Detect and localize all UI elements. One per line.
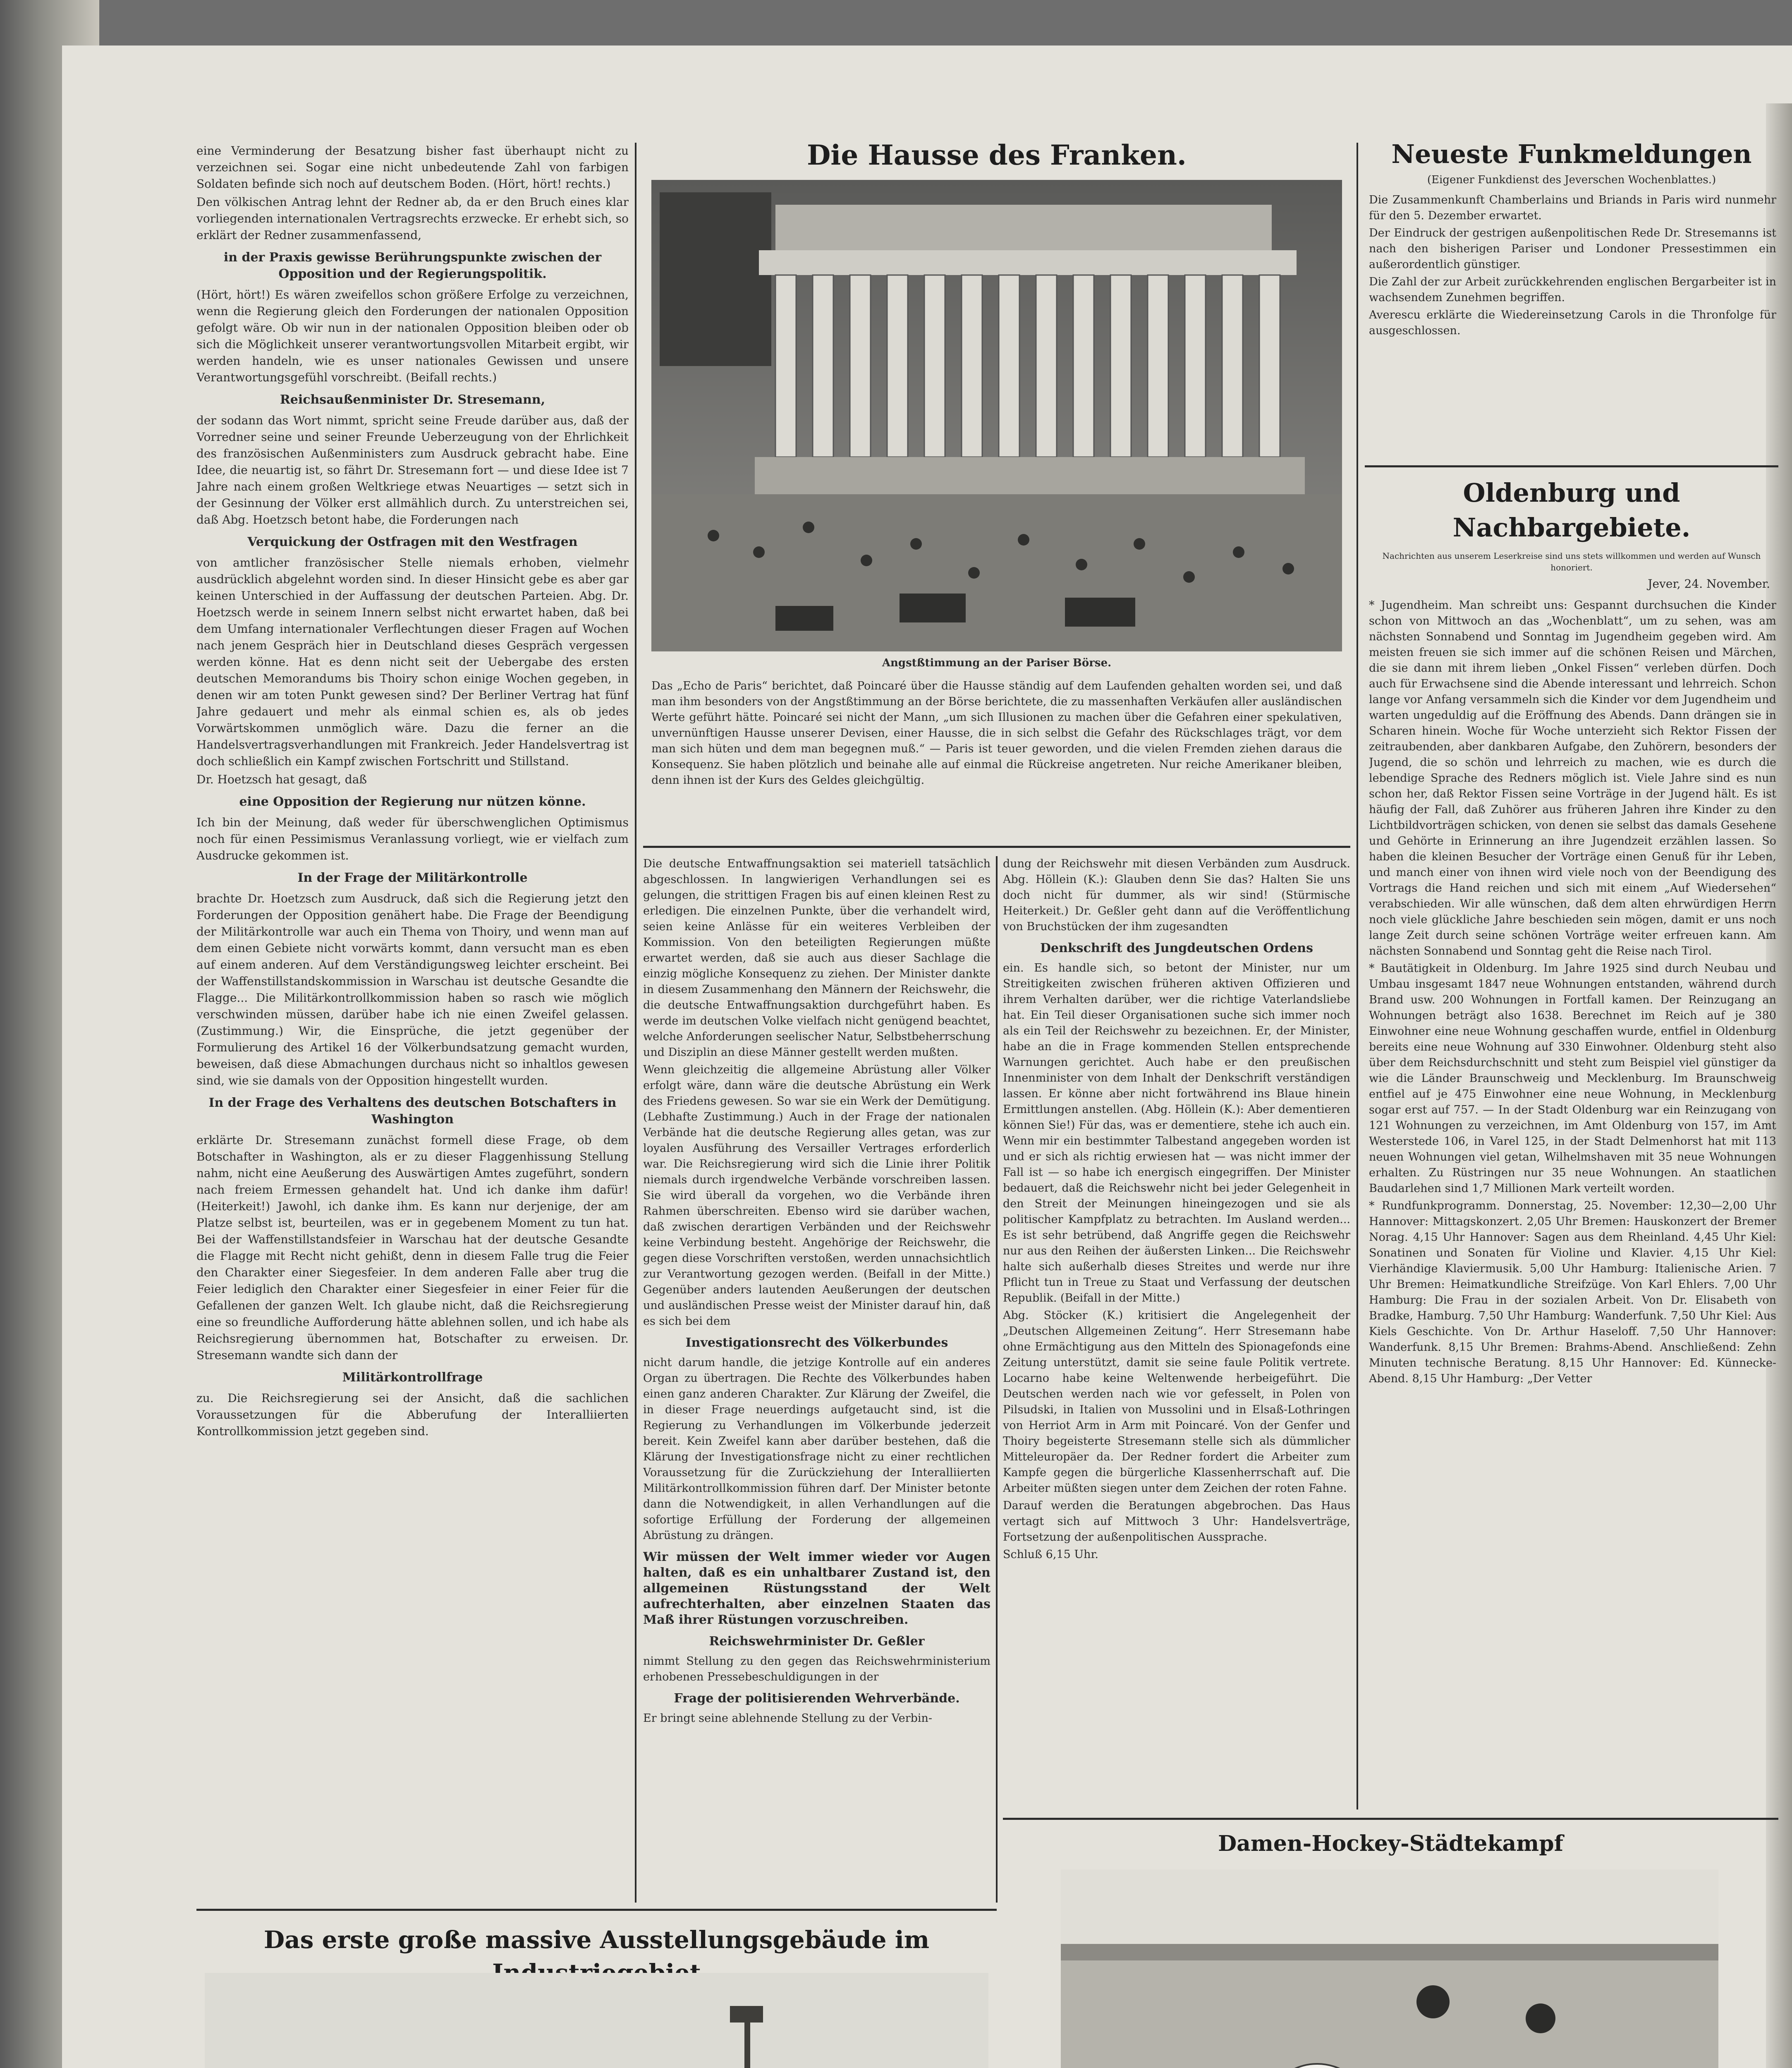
newspaper-page <box>62 45 1792 2068</box>
paragraph: * Jugendheim. Man schreibt uns: Gespannt durchsuchen die Kinder schon von Mittwoch an das „Wochenblatt“, um zu sehen, was am nächsten Sonnabend und Sonntag im Jugendheim gegeben wird. Am meisten freuen sie sich immer auf die schönen Reisen und Märchen, die sie dann mit ihrem lieben „Onkel Fissen“ verleben dürfen. Doch auch für Erwachsene sind die Abende interessant und lehrreich. Schon lange vor Anfang versammeln sich die Kinder vor dem Jugendheim und warten ungeduldig auf die Eröffnung des Abends. Dann drängen sie in Scharen hinein. Woche für Woche unterzieht sich Rektor Fissen der zeitraubenden, aber dankbaren Aufgabe, den Zuhörern, besonders der Jugend, die so schön und lehrreich zu machen, wie es durch die lebendige Sprache des Redners möglich ist. Viele Jahre sind es nun schon her, daß Rektor Fissen seine Vorträge in der Jugend hält. Es ist häufig der Fall, daß Zuhörer aus früheren Jahren ihre Kinder zu den Lichtbildvorträgen schicken, von denen sie selbst das damals Gesehene und Gehörte in Erinnerung an ihre Jugendzeit erzählen lassen. So haben die kleinen Besucher der Vorträge einen Genuß für ihr Leben, und manch einer von ihnen wird viele noch von der Beendigung des Vortrags die Hand reichen und sich mit einem „Auf Wiedersehen“ verabschieden. Wir alle wünschen, daß dem alten ehrwürdigen Herrn noch viele glückliche Jahre beschieden sein mögen, damit er uns noch lange Zeit durch seine schönen Vorträge weiter erfreuen kann. Am nächsten Sonnabend und Sonntag geht die Reise nach Tirol. <box>1369 599 1776 957</box>
horizontal-rule <box>643 846 1350 848</box>
funk-item: Die Zahl der zur Arbeit zurückkehrenden englischen Bergarbeiter ist in wachsendem Zunehmen begriffen. <box>1369 275 1776 304</box>
paragraph: * Rundfunkprogramm. Donnerstag, 25. November: 12,30—2,00 Uhr Hannover: Mittagskonzert. 2,05 Uhr Bremen: Hauskonzert der Bremer Norag. 4,15 Uhr Hannover: Sagen aus dem Rheinland. 4,45 Uhr Kiel: Sonatinen und Sonaten für Violine und Klavier. 4,15 Uhr Kiel: Vierhändige Klaviermusik. 5,00 Uhr Hamburg: Italienische Arien. 7 Uhr Bremen: Heimatkundliche Streifzüge. Von Karl Ehlers. 7,00 Uhr Hamburg: Die Frau in der sozialen Arbeit. Von Dr. Elisabeth von Bradke, Hamburg. 7,50 Uhr Hamburg: Wanderfunk. 7,50 Uhr Kiel: Aus Kiels Geschichte. Von Dr. Arthur Haseloff. 7,50 Uhr Hannover: Wanderfunk. 8,15 Uhr Bremen: Brahms-Abend. Anschließend: Zehn Minuten technische Beratung. 8,15 Uhr Hannover: Ed. Künnecke-Abend. 8,15 Uhr Hamburg: „Der Vetter <box>1369 1199 1776 1385</box>
middle-right-column <box>1003 856 1350 1766</box>
headline-hockey: Damen-Hockey-Städtekampf <box>1218 1831 1563 1856</box>
subheading: Reichsaußenminister Dr. Stresemann, <box>280 393 545 407</box>
funk-item: Averescu erklärte die Wiedereinsetzung Carols in die Thronfolge für ausgeschlossen. <box>1369 309 1776 337</box>
subheading: Investigationsrecht des Völkerbundes <box>685 1336 948 1350</box>
paragraph: Dr. Hoetzsch hat gesagt, daß <box>196 773 367 786</box>
subheading: Verquickung der Ostfragen mit den Westfragen <box>247 535 578 549</box>
headline-funk: Neueste Funkmeldungen <box>1391 139 1752 169</box>
franc-article-text: Das „Echo de Paris“ berichtet, daß Poincaré über die Hausse ständig auf dem Laufenden gehalten worden sei, und daß man ihm besonders von der Angstßtimmung an der Börse berichtete, die zu massenhaften Verkäufen aller ausländischen Werte geführt hätte. Poincaré sei nicht der Mann, „um sich Illusionen zu machen über die Gefahren einer spekulativen, unvernünftigen Hausse unserer Devisen, einer Hausse, die in sich selbst die Gefahr des Rückschlages trägt, vor dem man sich hüten und dem man begegnen muß.“ — Paris ist teuer geworden, und die vielen Fremden ziehen daraus die Konsequenz. Sie haben plötzlich und beinahe alle auf einmal die Rückreise angetreten. Nur reiche Amerikaner bleiben, denn ihnen ist der Kurs des Geldes gleichgültig. <box>651 680 1342 787</box>
column-rule <box>996 856 998 1903</box>
photo-hockey-match <box>1061 1869 1718 2068</box>
headline-franc: Die Hausse des Franken. <box>807 139 1187 171</box>
paragraph: Darauf werden die Beratungen abgebrochen. Das Haus vertagt sich auf Mittwoch 3 Uhr: Handelsverträge, Fortsetzung der außenpolitischen Aussprache. <box>1003 1499 1350 1544</box>
column-rule <box>1357 143 1358 1810</box>
exhibition-illustration <box>205 1973 988 2068</box>
subheading: Wir müssen der Welt immer wieder vor Augen halten, daß es ein unhaltbarer Zustand ist, den allgemeinen Rüstungsstand der Welt aufrechterhalten, aber einzelnen Staaten das Maß ihrer Rüstungen vorzuschreiben. <box>643 1550 991 1627</box>
paragraph: von amtlicher französischer Stelle niemals erhoben, vielmehr ausdrücklich abgelehnt worden sind. In dieser Hinsicht gebe es aber gar keinen Unterschied in der Auffassung der deutschen Parteien. Abg. Dr. Hoetzsch werde in seinem Innern selbst nicht erwartet haben, daß bei dem Umfang internationaler Verflechtungen dieser Fragen auf Wochen nach jenem Gespräch hier in Deutschland dieses Gespräch vergessen werden könne. Hat es denn nicht seit der Uebergabe des ersten deutschen Memorandums bis Thoiry schon einige Wochen gegeben, in denen wir am toten Punkt gewesen sind? Der Berliner Vertrag hat fünf Jahre gedauert und mehr als einmal schien es, als ob jedes Vorwärtskommen unmöglich wäre. Dazu die ferner an die Handelsvertragsverhandlungen mit Frankreich. Jeder Handelsvertrag ist doch schließlich ein Kampf zwischen Fortschritt und Stillstand. <box>196 556 629 768</box>
subheading: In der Frage des Verhaltens des deutschen Botschafters in Washington <box>208 1096 617 1127</box>
column-rule <box>635 143 636 1903</box>
photo-caption-bourse: Angstßtimmung an der Pariser Börse. <box>882 657 1112 669</box>
paragraph: brachte Dr. Hoetzsch zum Ausdruck, daß sich die Regierung jetzt den Forderungen der Opposition genähert habe. Die Frage der Beendigung der Militärkontrolle war auch ein Thema von Thoiry, und wenn man auf dem einen Gebiete nicht vorwärts kommt, dann versucht man es eben auf einem anderen. Auf dem Verständigungsweg leichter erscheint. Bei der Waffenstillstandskommission in Warschau ist deutsche Gesandte die Flagge... Die Militärkontrollkommission haben so rasch wie möglich verschwinden müssen, darüber habe ich nie einen Zweifel gelassen. (Zustimmung.) Wir, die Einsprüche, die jetzt gegenüber der Formulierung des Artikel 16 der Völkerbundsatzung gemacht wurden, beweisen, daß diese Abmachungen durchaus nicht so inhaltlos gewesen sind, wie sie damals von der Opposition hingestellt wurden. <box>196 892 629 1087</box>
photo-paris-bourse <box>651 180 1342 651</box>
paragraph: erklärte Dr. Stresemann zunächst formell diese Frage, ob dem Botschafter in Washington, als er zu dieser Flaggenhissung Stellung nahm, nicht eine Aeußerung des Auswärtigen Amtes zugeführt, sondern nach freiem Ermessen gehandelt hat. Und ich danke ihm dafür! (Heiterkeit!) Jawohl, ich danke ihm. Es kann nur derjenige, der am Platze selbst ist, beurteilen, was er in gegebenem Moment zu tun hat. Bei der Waffenstillstandsfeier in Warschau hat der deutsche Gesandte die Flagge mit Recht nicht gehißt, denn in diesem Falle trug die Feier den Charakter einer Siegesfeier. In dem anderen Falle aber trug die Feier lediglich den Charakter einer Siegesfeier in einer Feier für die Gefallenen der ganzen Welt. Ich glaube nicht, daß die Reichsregierung eine so freundliche Aufforderung hätte ablehnen sollen, und ich habe als Reichsregierung übernommen hat, Botschafter zu erweisen. Dr. Stresemann wandte sich dann der <box>196 1133 629 1362</box>
hockey-illustration <box>1061 1869 1718 2068</box>
subheading: Frage der politisierenden Wehrverbände. <box>674 1691 960 1706</box>
funk-items <box>1369 192 1776 340</box>
dateline: Jever, 24. November. <box>1648 577 1770 591</box>
horizontal-rule <box>196 1909 997 1911</box>
paragraph: ein. Es handle sich, so betont der Minister, nur um Streitigkeiten zwischen früheren aktiven Offizieren und ihrem Verhalten darüber, wer die richtige Vaterlandsliebe hat. Ein Teil dieser Organisationen suche sich immer noch als ein Teil der Reichswehr zu bezeichnen. Er, der Minister, habe an die in Frage kommenden Stellen entsprechende Warnungen gerichtet. Auch habe er den preußischen Innenminister von dem Inhalt der Denkschrift verständigen lassen. Er könne aber nicht fortwährend ins Blaue hinein Ermittlungen anstellen. (Abg. Höllein (K.): Aber dementieren können Sie!) Für das, was er dementiere, stehe ich auch ein. Wenn mir ein bestimmter Talbestand angegeben worden ist und er sich als richtig erwiesen hat — was nicht immer der Fall ist — so habe ich energisch eingegriffen. Der Minister bedauert, daß die Reichswehr nicht bei jeder Gelegenheit in den Streit der Meinungen hineingezogen und sie als politischer Kampfplatz zu betrachten. Im Ausland werden... Es ist sehr betrübend, daß Angriffe gegen die Reichswehr nur aus den Reihen der äußersten Linken... Die Reichswehr halte sich außerhalb dieses Streites und werde nur ihre Pflicht tun in Treue zu Staat und Verfassung der deutschen Republik. (Beifall in der Mitte.) <box>1003 962 1350 1304</box>
oldenburg-text <box>1369 598 1776 1810</box>
horizontal-rule <box>1003 1818 1778 1820</box>
paragraph: Er bringt seine ablehnende Stellung zu der Verbin- <box>643 1712 933 1725</box>
paragraph: zu. Die Reichsregierung sei der Ansicht, daß die sachlichen Voraussetzungen für die Abberufung der Interalliierten Kontrollkommission jetzt gegeben sind. <box>196 1391 629 1438</box>
paragraph: dung der Reichswehr mit diesen Verbänden zum Ausdruck. Abg. Höllein (K.): Glauben denn Sie das? Halten Sie uns doch nicht für dummer, als wir sind! (Stürmische Heiterkeit.) Dr. Geßler geht dann auf die Veröffentlichung von Bruchstücken der ihm zugesandten <box>1003 857 1350 933</box>
subheading: in der Praxis gewisse Berührungspunkte zwischen der Opposition und der Regierungspolitik. <box>223 250 602 281</box>
funk-item: Die Zusammenkunft Chamberlains und Briands in Paris wird nunmehr für den 5. Dezember erwartet. <box>1369 194 1776 222</box>
paragraph: Die deutsche Entwaffnungsaktion sei materiell tatsächlich abgeschlossen. In langwierigen Verhandlungen sei es gelungen, die strittigen Fragen bis auf einen kleinen Rest zu erledigen. Die einzelnen Punkte, über die verhandelt wird, seien keine Anlässe für ein weiteres Verbleiben der Kommission. Von den beteiligten Regierungen müßte erwartet werden, daß sie auch aus dieser Sachlage die einzig mögliche Konsequenz zu ziehen. Der Minister dankte in diesem Zusammenhang den Männern der Reichswehr, die die deutsche Entwaffnungsaktion durchgeführt haben. Es werde im deutschen Volke vielfach nicht genügend beachtet, welche Anforderungen seelischer Natur, Selbstbeherrschung und Disziplin an diese Männer gestellt werden mußten. <box>643 857 991 1059</box>
horizontal-rule <box>1365 465 1778 467</box>
paragraph: eine Verminderung der Besatzung bisher fast überhaupt nicht zu verzeichnen sei. Sogar eine nicht unbedeutende Zahl von farbigen Soldaten befinde sich noch auf deutschem Boden. (Hört, hört! rechts.) <box>196 144 629 191</box>
headline-exhibition: Das erste große massive Ausstellungsgebäude im <box>263 1926 930 1954</box>
paragraph: Wenn gleichzeitig die allgemeine Abrüstung aller Völker erfolgt wäre, dann wäre die deutsche Abrüstung ein Werk des Friedens gewesen. So war sie ein Werk der Demütigung. (Lebhafte Zustimmung.) Auch in der Frage der nationalen Verbände hat die deutsche Regierung alles getan, was zur loyalen Ausführung des Versailler Vertrages erforderlich war. Die Reichsregierung wird sich die Linie ihrer Politik niemals durch irgendwelche Verbände vorschreiben lassen. Sie wird überall da vorgehen, wo die Verbände ihren Rahmen überschreiten. Ebenso wird sie darüber wachen, daß zwischen derartigen Verbänden und der Reichswehr keine Verbindung besteht. Angehörige der Reichswehr, die gegen diese Vorschriften verstoßen, werden unnachsichtlich zur Verantwortung gezogen werden. (Beifall in der Mitte.) Gegenüber anders lautenden Aeußerungen der deutschen und ausländischen Presse weist der Minister darauf hin, daß es sich bei dem <box>643 1063 991 1328</box>
paragraph: der sodann das Wort nimmt, spricht seine Freude darüber aus, daß der Vorredner seine und seiner Freunde Ueberzeugung von der Ehrlichkeit des französischen Außenministers zum Ausdruck gebracht habe. Eine Idee, die neuartig ist, so fährt Dr. Stresemann fort — und diese Idee ist 7 Jahre nach einem großen Weltkriege etwas Neuartiges — setzt sich in der Gesinnung der Völker erst allmählich durch. Zu unterstreichen sei, daß Abg. Hoetzsch betont habe, die Forderungen nach <box>196 414 629 527</box>
funk-item: Der Eindruck der gestrigen außenpolitischen Rede Dr. Stresemanns ist nach den bisherigen Pariser und Londoner Pressestimmen ein außerordentlich günstiger. <box>1369 227 1776 271</box>
photo-exhibition-building <box>205 1973 988 2068</box>
left-column <box>196 143 629 1903</box>
funk-subhead: (Eigener Funkdienst des Jeverschen Wochenblattes.) <box>1427 174 1716 186</box>
bourse-illustration <box>651 180 1342 651</box>
paragraph: Ich bin der Meinung, daß weder für überschwenglichen Optimismus noch für einen Pessimismus Veranlassung vorliegt, wie er vielfach zum Ausdrucke gekommen ist. <box>196 816 629 862</box>
subheading: Reichswehrminister Dr. Geßler <box>709 1634 925 1649</box>
paragraph: nimmt Stellung zu den gegen das Reichswehrministerium erhobenen Pressebeschuldigungen in der <box>643 1655 991 1683</box>
paragraph: (Hört, hört!) Es wären zweifellos schon größere Erfolge zu verzeichnen, wenn die Regierung gleich den Forderungen der nationalen Opposition gefolgt wäre. Ob wir nun in der nationalen Opposition bleiben oder ob sich die Möglichkeit unserer verantwortungsvollen Mitarbeit ergibt, wir werden handeln, wie es unser nationales Gewissen und unsere Verantwortungsgefühl vorschreibt. (Beifall rechts.) <box>196 288 629 384</box>
reader-note: Nachrichten aus unserem Leserkreise sind uns stets willkommen und werden auf Wunsch honoriert. <box>1382 551 1761 572</box>
paragraph: Schluß 6,15 Uhr. <box>1003 1548 1099 1561</box>
paragraph: Abg. Stöcker (K.) kritisiert die Angelegenheit der „Deutschen Allgemeinen Zeitung“. Herr Stresemann habe ohne Ermächtigung aus den Mitteln des Spionagefonds eine Zeitung unterstützt, damit sie seine faule Politik vertrete. Locarno habe keine Weltenwende herbeigeführt. Die Deutschen werden nach wie vor gefesselt, in Polen von Pilsudski, in Italien von Mussolini und in Elsaß-Lothringen von Herriot Arm in Arm mit Poincaré. Von der Genfer und Thoiry begeisterte Stresemann stelle sich als dümmlicher Mitteleuropäer da. Der Redner fordert die Arbeiter zum Kampfe gegen die bürgerliche Klassenherrschaft auf. Die Arbeiter müßten siegen unter dem Zeichen der roten Fahne. <box>1003 1309 1350 1495</box>
paragraph: Den völkischen Antrag lehnt der Redner ab, da er den Bruch eines klar vorliegenden internationalen Vertragsrechts erzwecke. Er erhebt sich, so erklärt der Redner zusammenfassend, <box>196 195 629 242</box>
subheading: Militärkontrollfrage <box>342 1370 483 1385</box>
headline-oldenburg: Oldenburg und Nachbargebiete. <box>1452 478 1691 543</box>
subheading: eine Opposition der Regierung nur nützen könne. <box>239 795 586 809</box>
paragraph: * Bautätigkeit in Oldenburg. Im Jahre 1925 sind durch Neubau und Umbau insgesamt 1847 neue Wohnungen entstanden, während durch Brand usw. 200 Wohnungen in Fortfall kamen. Der Reinzugang an Wohnungen beträgt also 1638. Berechnet im Reich auf je 380 Einwohner eine neue Wohnung geschaffen wurde, entfiel in Oldenburg bereits eine neue Wohnung auf 330 Einwohner. Oldenburg steht also über dem Reichsdurchschnitt und steht zum Beispiel viel günstiger da wie die Länder Braunschweig und Mecklenburg. Im Braunschweig entfiel auf je 475 Einwohner eine neue Wohnung, in Mecklenburg sogar erst auf 757. — In der Stadt Oldenburg war ein Reinzugang von 121 Wohnungen zu verzeichnen, im Amt Oldenburg von 157, im Amt Westerstede 106, in Varel 125, in der Stadt Delmenhorst hat mit 113 neuen Wohnungen viel getan, Wilhelmshaven mit 35 neue Wohnungen erhalten. Zu Rüstringen nur 35 neue Wohnungen. An staatlichen Baudarlehen sind 1,7 Millionen Mark verteilt worden. <box>1369 962 1776 1195</box>
paragraph: nicht darum handle, die jetzige Kontrolle auf ein anderes Organ zu übertragen. Die Rechte des Völkerbundes haben einen ganz anderen Charakter. Zur Klärung der Zweifel, die in dieser Frage neuerdings aufgetaucht sind, ist die Regierung zu Verhandlungen im Völkerbunde jederzeit bereit. Kein Zweifel kann aber darüber bestehen, daß die Klärung der Investigationsfrage nicht zu einer rechtlichen Voraussetzung für die Zurückziehung der Interalliierten Militärkontrollkommission führen darf. Der Minister betonte dann die Notwendigkeit, in allen Verhandlungen auf die sofortige Erfüllung der Forderung der allgemeinen Abrüstung zu drängen. <box>643 1356 991 1542</box>
subheading: Denkschrift des Jungdeutschen Ordens <box>1040 941 1313 955</box>
middle-left-column <box>643 856 991 1903</box>
subheading: In der Frage der Militärkontrolle <box>297 871 528 885</box>
